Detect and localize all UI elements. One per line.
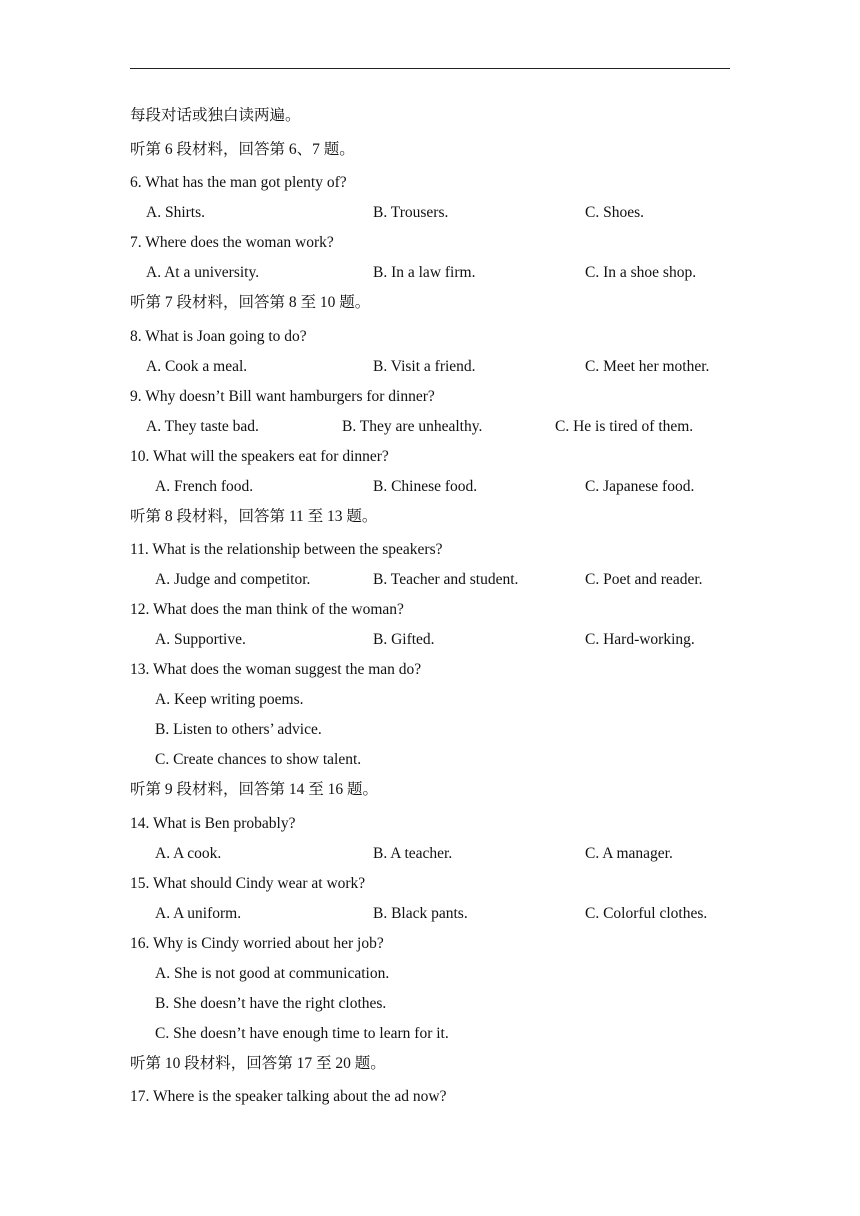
section-6-heading: 听第 6 段材料，回答第 6、7 题。 (130, 140, 355, 158)
question-13: 13. What does the woman suggest the man do? (130, 661, 422, 678)
question-11-options (130, 565, 730, 595)
question-16: 16. Why is Cindy worried about her job? (130, 934, 384, 952)
option-c: C. Meet her mother. (585, 357, 710, 375)
option-a: A. Keep writing poems. (155, 691, 304, 708)
question-11: 11. What is the relationship between the speakers? (130, 541, 443, 558)
section-7-heading: 听第 7 段材料，回答第 8 至 10 题。 (130, 294, 371, 311)
question-8-options (130, 352, 730, 382)
question-6-options (130, 198, 730, 228)
option-a: A. Shirts. (146, 204, 205, 221)
option-a: A. At a university. (146, 264, 260, 281)
option-b: B. Gifted. (373, 631, 435, 648)
option-b: B. Chinese food. (373, 477, 478, 495)
question-17: 17. Where is the speaker talking about the ad now? (130, 1088, 447, 1105)
instruction: 每段对话或独白读两遍。 (130, 107, 301, 124)
section-9-heading: 听第 9 段材料，回答第 14 至 16 题。 (130, 781, 379, 798)
option-c: C. Shoes. (585, 204, 644, 221)
option-c: C. Colorful clothes. (585, 904, 708, 922)
option-c: C. She doesn’t have enough time to learn for it. (155, 1024, 449, 1042)
question-10: 10. What will the speakers eat for dinner? (130, 447, 389, 465)
option-c: C. Create chances to show talent. (155, 751, 362, 768)
option-b: B. Listen to others’ advice. (155, 721, 322, 738)
question-7: 7. Where does the woman work? (130, 234, 334, 251)
option-a: A. A uniform. (155, 904, 242, 922)
question-7-options (130, 258, 730, 288)
option-b: B. A teacher. (373, 844, 453, 862)
option-b: B. Trousers. (373, 204, 449, 221)
question-9-options (130, 412, 730, 442)
option-a: A. Supportive. (155, 631, 246, 648)
option-c: C. Poet and reader. (585, 571, 703, 588)
question-15: 15. What should Cindy wear at work? (130, 874, 366, 892)
option-b: B. They are unhealthy. (342, 417, 483, 435)
option-c: C. A manager. (585, 844, 673, 862)
option-a: A. Judge and competitor. (155, 571, 311, 588)
option-a: A. A cook. (155, 844, 222, 862)
option-b: B. Black pants. (373, 904, 468, 922)
option-a: A. Cook a meal. (146, 357, 248, 375)
option-a: A. French food. (155, 477, 254, 495)
question-6: 6. What has the man got plenty of? (130, 174, 347, 191)
option-a: A. She is not good at communication. (155, 964, 390, 982)
question-15-options (130, 899, 730, 929)
exam-content (130, 101, 730, 1112)
section-8-heading: 听第 8 段材料，回答第 11 至 13 题。 (130, 507, 378, 525)
option-b: B. She doesn’t have the right clothes. (155, 994, 387, 1012)
option-a: A. They taste bad. (146, 417, 259, 435)
section-10-heading: 听第 10 段材料，回答第 17 至 20 题。 (130, 1054, 386, 1072)
option-b: B. Visit a friend. (373, 357, 476, 375)
option-b: B. In a law firm. (373, 264, 476, 281)
header-rule (130, 68, 730, 69)
option-c: C. In a shoe shop. (585, 264, 697, 281)
option-b: B. Teacher and student. (373, 571, 519, 588)
question-14-options (130, 839, 730, 869)
option-c: C. Hard-working. (585, 631, 695, 648)
question-10-options (130, 472, 730, 502)
question-12: 12. What does the man think of the woman? (130, 601, 404, 618)
option-c: C. He is tired of them. (555, 417, 694, 435)
question-9: 9. Why doesn’t Bill want hamburgers for dinner? (130, 387, 435, 405)
question-14: 14. What is Ben probably? (130, 814, 296, 832)
question-12-options (130, 625, 730, 655)
option-c: C. Japanese food. (585, 477, 695, 495)
question-8: 8. What is Joan going to do? (130, 327, 307, 345)
